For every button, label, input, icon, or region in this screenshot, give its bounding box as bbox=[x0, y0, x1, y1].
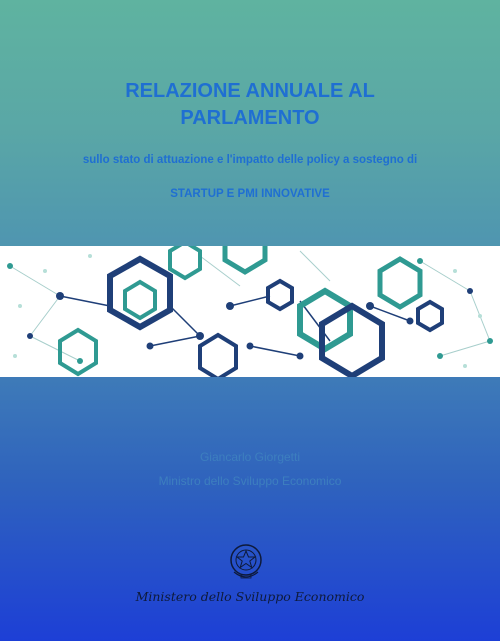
minister-name: Giancarlo Giorgetti bbox=[199, 450, 301, 464]
report-subtitle: sullo stato di attuazione e l'impatto delle policy a sostegno di bbox=[82, 154, 418, 166]
report-topic: STARTUP E PMI INNOVATIVE bbox=[170, 188, 330, 200]
hexagon-network-illustration bbox=[0, 246, 500, 377]
italian-republic-emblem-icon bbox=[228, 542, 264, 582]
hexagon-network-banner bbox=[0, 246, 500, 377]
ministry-name: Ministero dello Sviluppo Economico bbox=[135, 589, 365, 604]
title-line-1: RELAZIONE ANNUALE AL bbox=[125, 80, 375, 102]
minister-role: Ministro dello Sviluppo Economico bbox=[158, 474, 342, 488]
title-line-2: PARLAMENTO bbox=[180, 107, 320, 129]
report-title bbox=[0, 78, 500, 132]
